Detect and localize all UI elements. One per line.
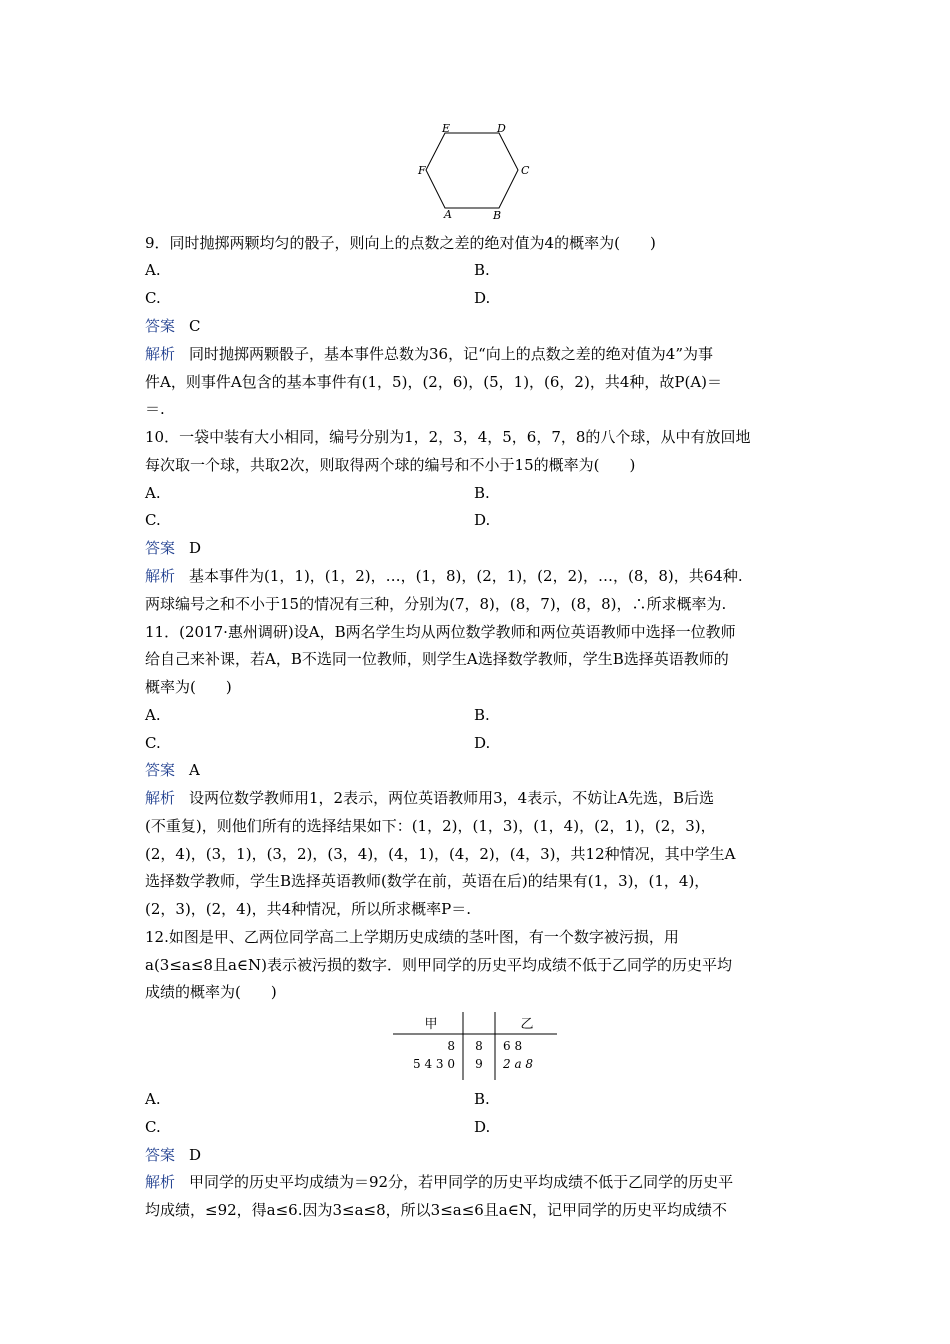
option-b: B. — [474, 484, 490, 502]
analysis-line — [145, 566, 743, 586]
answer-value: C — [189, 317, 201, 335]
analysis-text: 甲同学的历史平均成绩为＝92分，若甲同学的历史平均成绩不低于乙同学的历史平 — [189, 1173, 734, 1191]
question-10: 每次取一个球，共取2次，则取得两个球的编号和不小于15的概率为( ) — [145, 456, 636, 474]
option-d: D. — [474, 734, 491, 752]
question-12: 12.如图是甲、乙两位同学高二上学期历史成绩的茎叶图，有一个数字被污损，用 — [145, 928, 679, 946]
left-leaves-row-1: 8 — [447, 1039, 455, 1053]
analysis-text: (2，3)，(2，4)，共4种情况，所以所求概率P＝. — [145, 900, 471, 918]
analysis-text: (不重复)，则他们所有的选择结果如下：(1，2)，(1，3)，(1，4)，(2，1)，(2，3)， — [145, 817, 716, 835]
right-leaves-row-1: 6 8 — [503, 1039, 523, 1053]
option-d: D. — [474, 511, 491, 529]
left-header: 甲 — [424, 1017, 438, 1032]
answer-label: 答案 — [145, 317, 176, 335]
analysis-line — [145, 788, 714, 808]
answer-label: 答案 — [145, 539, 176, 557]
analysis-label: 解析 — [145, 1173, 176, 1191]
analysis-text: 选择数学教师，学生B选择英语教师(数学在前，英语在后)的结果有(1，3)，(1，4)， — [145, 872, 710, 890]
vertex-label-E: E — [442, 122, 451, 135]
analysis-label: 解析 — [145, 567, 176, 585]
analysis-text: 基本事件为(1，1)，(1，2)，…，(1，8)，(2，1)，(2，2)，…，(8，8)，共64种. — [189, 567, 743, 585]
option-d: D. — [474, 1118, 491, 1136]
option-a: A. — [145, 706, 161, 724]
vertex-label-B: B — [493, 209, 502, 222]
option-d: D. — [474, 289, 491, 307]
answer-line — [145, 1145, 201, 1165]
option-a: A. — [145, 261, 161, 279]
option-b: B. — [474, 261, 490, 279]
stem-row-2: 9 — [475, 1057, 483, 1071]
answer-value: A — [189, 761, 200, 779]
analysis-text: (2，4)，(3，1)，(3，2)，(3，4)，(4，1)，(4，2)，(4，3)，共12种情况，其中学生A — [145, 845, 736, 863]
option-b: B. — [474, 1090, 490, 1108]
option-c: C. — [145, 289, 161, 307]
analysis-text: ＝. — [145, 400, 165, 418]
vertex-label-A: A — [444, 208, 452, 221]
answer-line — [145, 316, 201, 336]
option-a: A. — [145, 484, 161, 502]
right-header: 乙 — [520, 1017, 534, 1032]
analysis-text: 件A，则事件A包含的基本事件有(1，5)，(2，6)，(5，1)，(6，2)，共4种，故P(A)＝ — [145, 373, 723, 391]
analysis-label: 解析 — [145, 789, 176, 807]
analysis-line — [145, 344, 713, 364]
question-11: 概率为( ) — [145, 678, 232, 696]
option-c: C. — [145, 1118, 161, 1136]
analysis-text: 均成绩，≤92，得a≤6.因为3≤a≤8，所以3≤a≤6且a∈N，记甲同学的历史平均成绩不 — [145, 1201, 727, 1219]
analysis-text: 两球编号之和不小于15的情况有三种，分别为(7，8)，(8，7)，(8，8)，∴所求概率为. — [145, 595, 727, 613]
option-c: C. — [145, 734, 161, 752]
option-c: C. — [145, 511, 161, 529]
stem-row-1: 8 — [475, 1039, 483, 1053]
analysis-text: 设两位数学教师用1，2表示，两位英语教师用3，4表示，不妨让A先选，B后选 — [189, 789, 715, 807]
hexagon-shape — [426, 133, 518, 208]
question-11: 给自己来补课，若A，B不选同一位教师，则学生A选择数学教师，学生B选择英语教师的 — [145, 650, 729, 668]
option-b: B. — [474, 706, 490, 724]
analysis-text: 同时抛掷两颗骰子，基本事件总数为36，记“向上的点数之差的绝对值为4”为事 — [189, 345, 713, 363]
option-a: A. — [145, 1090, 161, 1108]
answer-label: 答案 — [145, 761, 176, 779]
vertex-label-D: D — [497, 122, 506, 135]
answer-label: 答案 — [145, 1146, 176, 1164]
question-11: 11．(2017·惠州调研)设A，B两名学生均从两位数学教师和两位英语教师中选择一位教师 — [145, 623, 736, 641]
question-10: 10．一袋中装有大小相同，编号分别为1，2，3，4，5，6，7，8的八个球，从中有放回地 — [145, 428, 751, 446]
left-leaves-row-2: 5 4 3 0 — [413, 1057, 455, 1071]
answer-line — [145, 760, 200, 780]
question-12: a(3≤a≤8且a∈N)表示被污损的数字．则甲同学的历史平均成绩不低于乙同学的历史平均 — [145, 956, 732, 974]
question-12: 成绩的概率为( ) — [145, 983, 277, 1001]
vertex-label-F: F — [418, 164, 426, 177]
hexagon-figure — [415, 118, 535, 223]
question-9: 9．同时抛掷两颗均匀的骰子，则向上的点数之差的绝对值为4的概率为( ) — [145, 234, 656, 252]
analysis-label: 解析 — [145, 345, 176, 363]
answer-line — [145, 538, 201, 558]
right-leaves-row-2: 2 a 8 — [503, 1057, 534, 1071]
analysis-line — [145, 1172, 733, 1192]
answer-value: D — [189, 1146, 202, 1164]
vertex-label-C: C — [521, 164, 530, 177]
stem-leaf-plot — [385, 1010, 565, 1082]
answer-value: D — [189, 539, 202, 557]
